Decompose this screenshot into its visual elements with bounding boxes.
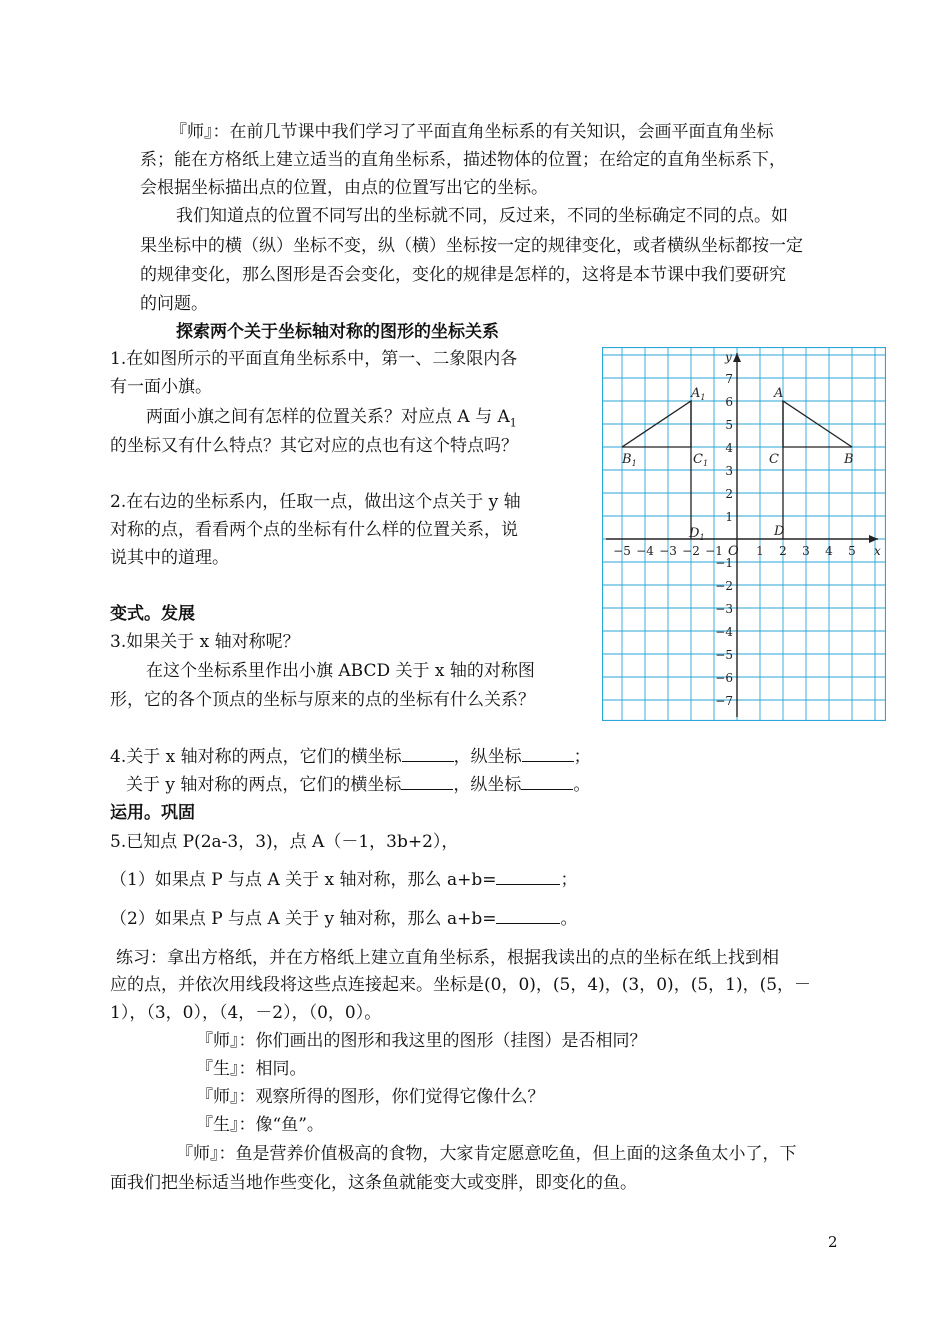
q4-l1c: ； xyxy=(573,747,591,767)
point-subscript: 1 xyxy=(631,459,637,468)
q4-line-1 xyxy=(110,743,850,771)
q1-line-1: 1.在如图所示的平面直角坐标系中，第一、二象限内各 xyxy=(110,349,518,369)
coordinate-grid-figure xyxy=(602,347,886,721)
q3-line-3: 形，它的各个顶点的坐标与原来的点的坐标有什么关系？ xyxy=(110,690,535,710)
blank[interactable] xyxy=(522,745,574,762)
q1-line-3-text: 两面小旗之间有怎样的位置关系？对应点 A 与 A xyxy=(146,407,510,427)
q5-line-2 xyxy=(110,866,850,894)
point-label-B1: $B_1$ xyxy=(622,452,637,468)
blank[interactable] xyxy=(496,868,560,885)
q1-line-2: 有一面小旗。 xyxy=(110,377,212,397)
y-tick-label: −5 xyxy=(715,648,733,662)
y-tick-label: 4 xyxy=(725,441,733,455)
q5-line-1: 5.已知点 P(2a-3，3)，点 A（－1，3b+2）， xyxy=(110,832,459,852)
x-tick-label: 5 xyxy=(848,544,856,558)
q4-l1a: 4.关于 x 轴对称的两点，它们的横坐标 xyxy=(110,747,402,767)
x-tick-label: −4 xyxy=(636,544,654,558)
point-label-D: D xyxy=(774,524,785,539)
x-tick-label: −2 xyxy=(682,544,700,558)
y-tick-label: −3 xyxy=(715,602,733,616)
q4-line-2 xyxy=(126,771,866,799)
point-label-C1: $C_1$ xyxy=(693,452,709,468)
point-subscript: 1 xyxy=(699,533,705,542)
closing-line-1: 『师』：鱼是营养价值极高的食物，大家肯定愿意吃鱼，但上面的这条鱼太小了，下 xyxy=(176,1144,797,1164)
y-tick-label: −4 xyxy=(715,625,733,639)
x-tick-label: 1 xyxy=(756,544,764,558)
q3-line-1: 3.如果关于 x 轴对称呢？ xyxy=(110,632,300,652)
x-tick-label: −5 xyxy=(613,544,631,558)
blank[interactable] xyxy=(402,745,454,762)
point-subscript: 1 xyxy=(702,459,709,468)
intro-line-3: 会根据坐标描出点的位置，由点的位置写出它的坐标。 xyxy=(140,178,548,198)
blank[interactable] xyxy=(496,907,560,924)
q2-line-1: 2.在右边的坐标系内，任取一点，做出这个点关于 y 轴 xyxy=(110,492,521,512)
q5-l3a: （2）如果点 P 与点 A 关于 y 轴对称，那么 a+b= xyxy=(110,909,497,929)
y-tick-label: −6 xyxy=(715,671,733,685)
q2-line-2: 对称的点，看看两个点的坐标有什么样的位置关系，说 xyxy=(110,520,518,540)
q4-l2b: ，纵坐标 xyxy=(453,775,522,795)
q5-l2b: ； xyxy=(560,870,578,890)
q5-l2a: （1）如果点 P 与点 A 关于 x 轴对称，那么 a+b= xyxy=(110,870,497,890)
q4-l2a: 关于 y 轴对称的两点，它们的横坐标 xyxy=(126,775,402,795)
q2-line-3: 说其中的道理。 xyxy=(110,548,229,568)
y-tick-label: 2 xyxy=(725,487,733,501)
practice-line-3: 1），（3，0），（4，－2），（0，0）。 xyxy=(110,1003,382,1023)
page-number: 2 xyxy=(828,1233,838,1251)
intro-line-5: 果坐标中的横（纵）坐标不变，纵（横）坐标按一定的规律变化，或者横纵坐标都按一定 xyxy=(140,236,803,256)
origin-label: O xyxy=(728,544,739,559)
intro-line-1: 『师』：在前几节课中我们学习了平面直角坐标系的有关知识，会画平面直角坐标 xyxy=(170,122,774,142)
x-tick-label: −1 xyxy=(705,544,723,558)
dialog-line: 『师』：你们画出的图形和我这里的图形（挂图）是否相同？ xyxy=(196,1031,647,1051)
x-tick-label: 4 xyxy=(825,544,833,558)
intro-line-2: 系；能在方格纸上建立适当的直角坐标系，描述物体的位置；在给定的直角坐标系下， xyxy=(140,150,786,170)
y-tick-label: 1 xyxy=(725,510,733,524)
intro-line-7: 的问题。 xyxy=(140,294,208,314)
y-tick-label: 7 xyxy=(725,372,733,386)
x-tick-label: 2 xyxy=(779,544,787,558)
point-subscript: 1 xyxy=(700,393,706,402)
q1-line-4: 的坐标又有什么特点？其它对应的点也有这个特点吗？ xyxy=(110,436,518,456)
x-tick-label: 3 xyxy=(802,544,810,558)
q4-l2c: 。 xyxy=(573,775,591,795)
point-label-A: A xyxy=(774,386,784,401)
q5-l3b: 。 xyxy=(560,909,578,929)
q3-line-2: 在这个坐标系里作出小旗 ABCD 关于 x 轴的对称图 xyxy=(146,661,535,681)
x-tick-label: −3 xyxy=(659,544,677,558)
y-tick-label: 3 xyxy=(725,464,733,478)
blank[interactable] xyxy=(401,773,453,790)
point-label-A1: $A_1$ xyxy=(691,386,706,402)
practice-line-2: 应的点，并依次用线段将这些点连接起来。坐标是(0，0)，(5，4)，(3，0)，(5，1)，(5，－ xyxy=(110,975,812,995)
intro-line-4: 我们知道点的位置不同写出的坐标就不同，反过来，不同的坐标确定不同的点。如 xyxy=(176,206,788,226)
q4-l1b: ，纵坐标 xyxy=(453,747,522,767)
y-axis-label: y xyxy=(725,350,732,364)
q5-line-3 xyxy=(110,905,850,933)
section-title: 探索两个关于坐标轴对称的图形的坐标关系 xyxy=(176,322,499,342)
y-tick-label: 6 xyxy=(725,395,733,409)
point-label-D1: $D_1$ xyxy=(689,526,705,542)
practice-line-1: 练习：拿出方格纸，并在方格纸上建立直角坐标系，根据我读出的点的坐标在纸上找到相 xyxy=(116,948,779,968)
y-tick-label: −7 xyxy=(715,694,733,708)
subheading-variation: 变式。发展 xyxy=(110,604,195,624)
subheading-apply: 运用。巩固 xyxy=(110,803,195,823)
dialog-line: 『生』：像“鱼”。 xyxy=(196,1115,324,1135)
point-label-C: C xyxy=(769,452,779,467)
y-tick-label: −1 xyxy=(715,556,733,570)
closing-line-2: 面我们把坐标适当地作些变化，这条鱼就能变大或变胖，即变化的鱼。 xyxy=(110,1173,637,1193)
dialog-line: 『师』：观察所得的图形，你们觉得它像什么？ xyxy=(196,1087,545,1107)
intro-line-6: 的规律变化，那么图形是否会变化，变化的规律是怎样的，这将是本节课中我们要研究 xyxy=(140,265,786,285)
point-label-B: B xyxy=(844,452,854,467)
y-tick-label: 5 xyxy=(725,418,733,432)
dialog-line: 『生』：相同。 xyxy=(196,1059,307,1079)
x-axis-label: x xyxy=(874,544,881,558)
blank[interactable] xyxy=(521,773,573,790)
y-tick-label: −2 xyxy=(715,579,733,593)
q1-sub: 1 xyxy=(509,416,517,430)
